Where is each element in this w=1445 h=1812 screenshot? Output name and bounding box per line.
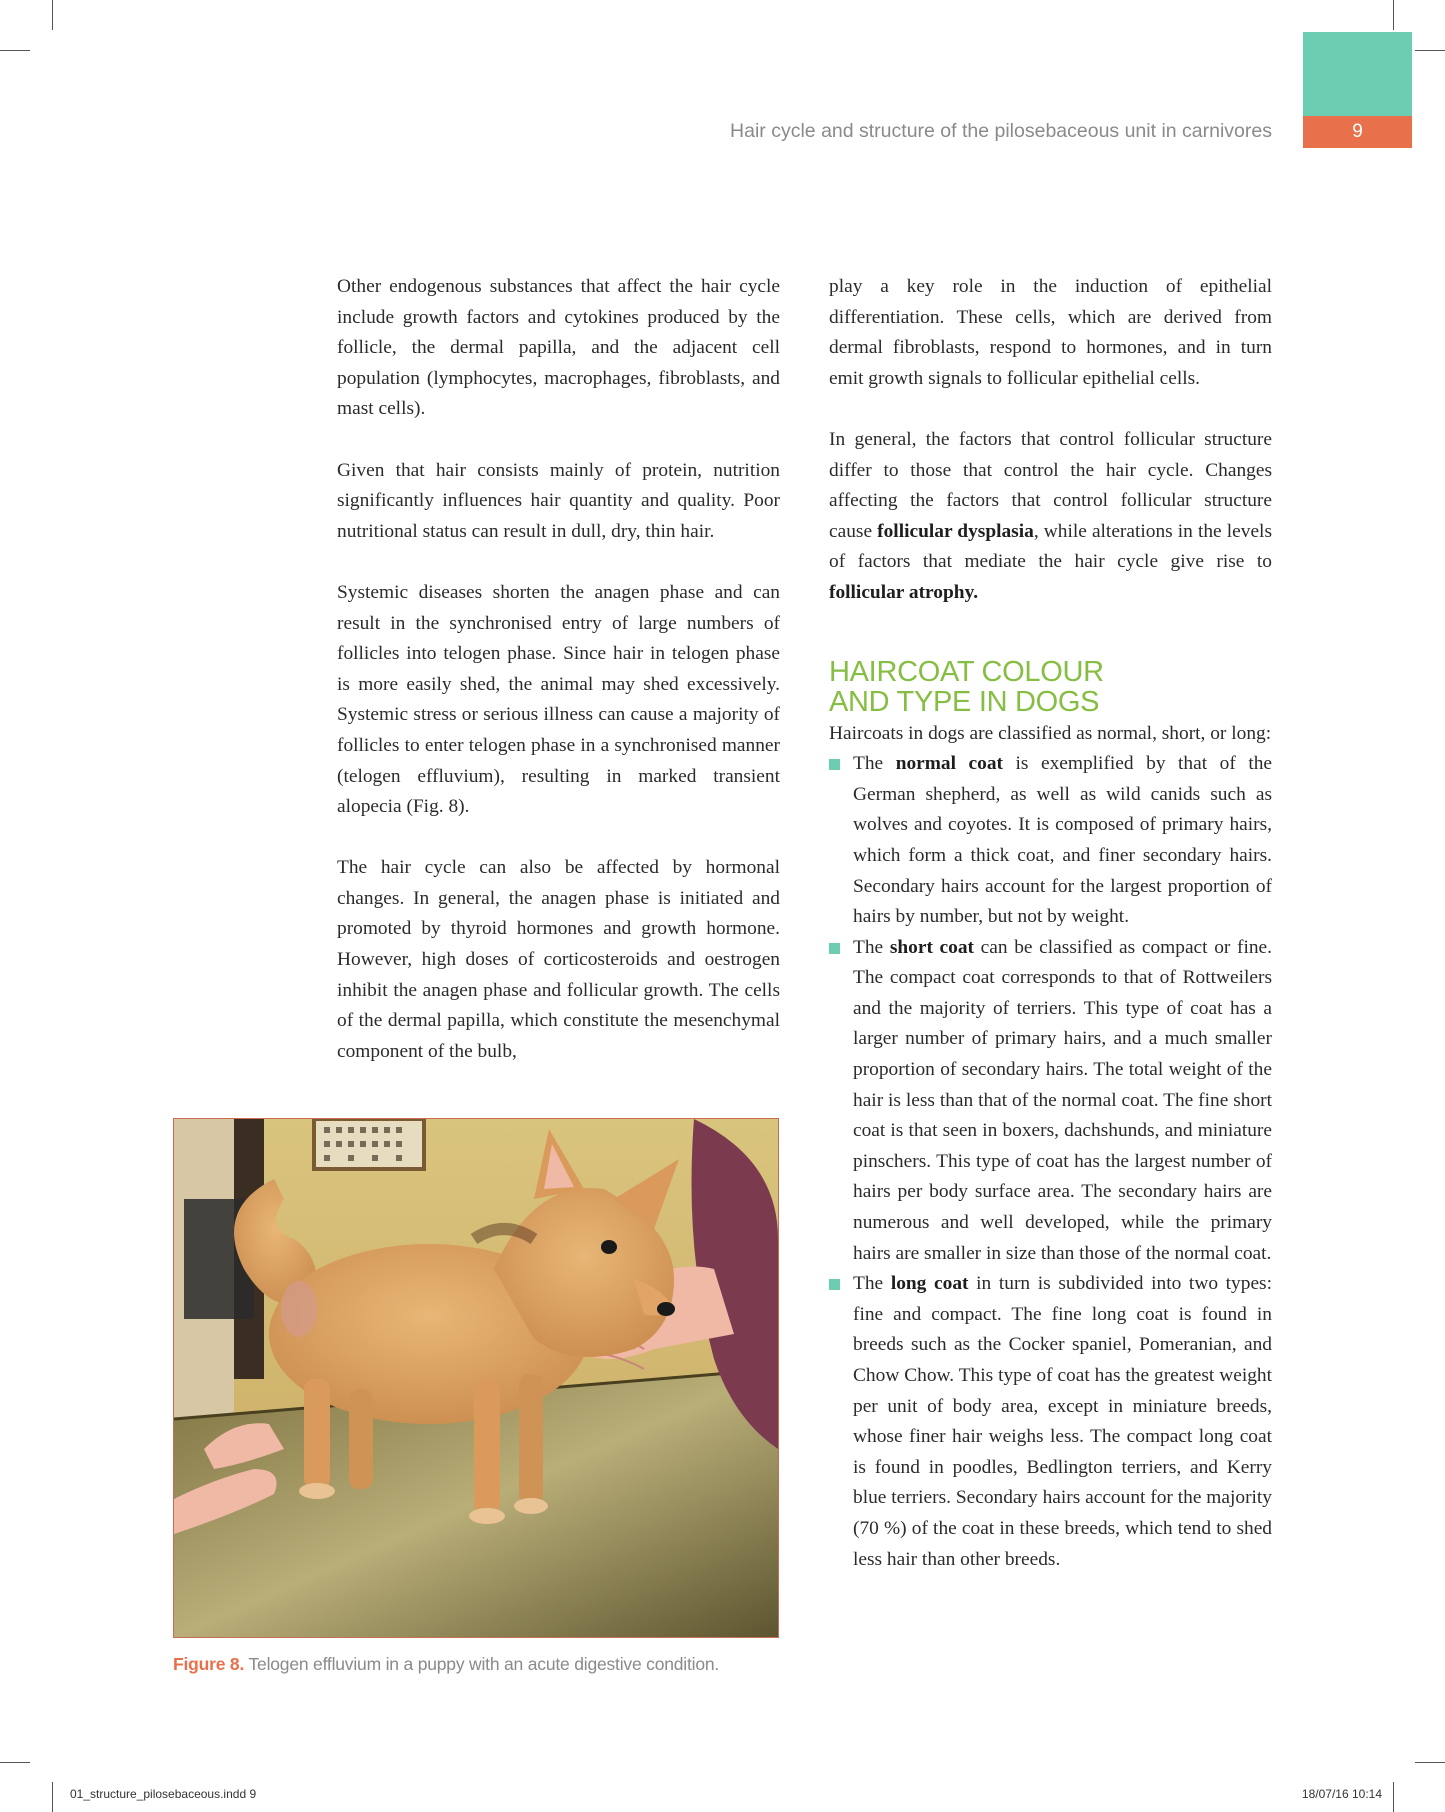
crop-mark [1415, 50, 1445, 51]
paragraph: Systemic diseases shorten the anagen phase and can result in the synchronised entry of large numbers of follicles into telogen phase. Since hair in telogen phase is more easily shed, the animal may shed excessively. Systemic stress or serious illness can cause a majority of follicles to enter telogen phase in a synchronised manner (telogen effluvium), resulting in marked transient alopecia (Fig. 8). [337, 581, 780, 818]
list-item: The long coat in turn is subdivided into two types: fine and compact. The fine long coat is found in breeds such as the Cocker spaniel, Pomeranian, and Chow Chow. This type of coat has the greatest weight per unit of body area, except in miniature breeds, whose finer hair weighs less. The compact long coat is found in poodles, Bedlington terriers, and Kerry blue terriers. Secondary hairs account for the majority (70 %) of the coat in these breeds, which tend to shed less hair than other breeds. [829, 1269, 1272, 1575]
left-column [337, 272, 780, 1067]
section-intro: Haircoats in dogs are classified as normal, short, or long: [829, 722, 1272, 744]
paragraph: The hair cycle can also be affected by hormonal changes. In general, the anagen phase is initiated and promoted by thyroid hormones and growth hormone. However, high doses of corticosteroids and oestrogen inhibit the anagen phase and follicular growth. The cells of the dermal papilla, which constitute the mesenchymal component of the bulb, [337, 857, 780, 1062]
paragraph: Other endogenous substances that affect the hair cycle include growth factors and cytokines produced by the follicle, the dermal papilla, and the adjacent cell population (lymphocytes, macrophages, fibroblasts, and mast cells). [337, 276, 780, 420]
square-bullet-icon [829, 1279, 840, 1290]
crop-mark [52, 0, 53, 30]
section-heading: HAIRCOAT COLOUR AND TYPE IN DOGS [829, 655, 1104, 718]
figure-photo [173, 1118, 779, 1638]
term-follicular-atrophy: follicular atrophy. [829, 581, 979, 603]
square-bullet-icon [829, 943, 840, 954]
square-bullet-icon [829, 759, 840, 770]
slug-filename: 01_structure_pilosebaceous.indd 9 [70, 1787, 257, 1801]
crop-mark [1393, 0, 1394, 30]
page-number: 9 [1303, 116, 1412, 148]
paragraph: play a key role in the induction of epithelial differentiation. These cells, which are derived from dermal fibroblasts, respond to hormones, and in turn emit growth signals to follicular epithelial cells. [829, 276, 1272, 389]
right-column [829, 272, 1272, 1575]
list-item: The short coat can be classified as compact or fine. The compact coat corresponds to that of Rottweilers and the majority of terriers. This type of coat has a larger number of primary hairs, and a much smaller proportion of secondary hairs. The total weight of the hair is less than that of the normal coat. The fine short coat is that seen in boxers, dachshunds, and miniature pinschers. This type of coat has the largest number of hairs per body surface area. The secondary hairs are numerous and well developed, while the primary hairs are smaller in size than those of the normal coat. [829, 933, 1272, 1270]
paragraph: Given that hair consists mainly of protein, nutrition significantly influences hair quantity and quality. Poor nutritional status can result in dull, dry, thin hair. [337, 459, 780, 542]
slug-timestamp: 18/07/16 10:14 [1301, 1787, 1382, 1801]
paragraph: In general, the factors that control follicular structure differ to those that control the hair cycle. Changes affecting the factors that control follicular structure cause follicular dysplasia, while alterations in the levels of factors that mediate the hair cycle give rise to follicular atrophy. [829, 428, 1272, 603]
coat-type-list [829, 749, 1272, 1575]
figure-label: Figure 8. [173, 1654, 245, 1674]
term-follicular-dysplasia: follicular dysplasia [877, 520, 1034, 542]
page-tab-accent [1303, 32, 1412, 116]
crop-mark [52, 1782, 53, 1812]
crop-mark [1393, 1782, 1394, 1812]
puppy-photo-illustration [174, 1119, 778, 1637]
figure-caption: Figure 8. Telogen effluvium in a puppy with an acute digestive condition. [173, 1654, 720, 1674]
crop-mark [0, 1762, 30, 1763]
crop-mark [0, 50, 30, 51]
list-item: The normal coat is exemplified by that of the German shepherd, as well as wild canids such as wolves and coyotes. It is composed of primary hairs, which form a thick coat, and finer secondary hairs. Secondary hairs account for the largest proportion of hairs by number, but not by weight. [829, 749, 1272, 933]
running-header: Hair cycle and structure of the pilosebaceous unit in carnivores [730, 120, 1272, 142]
crop-mark [1415, 1762, 1445, 1763]
